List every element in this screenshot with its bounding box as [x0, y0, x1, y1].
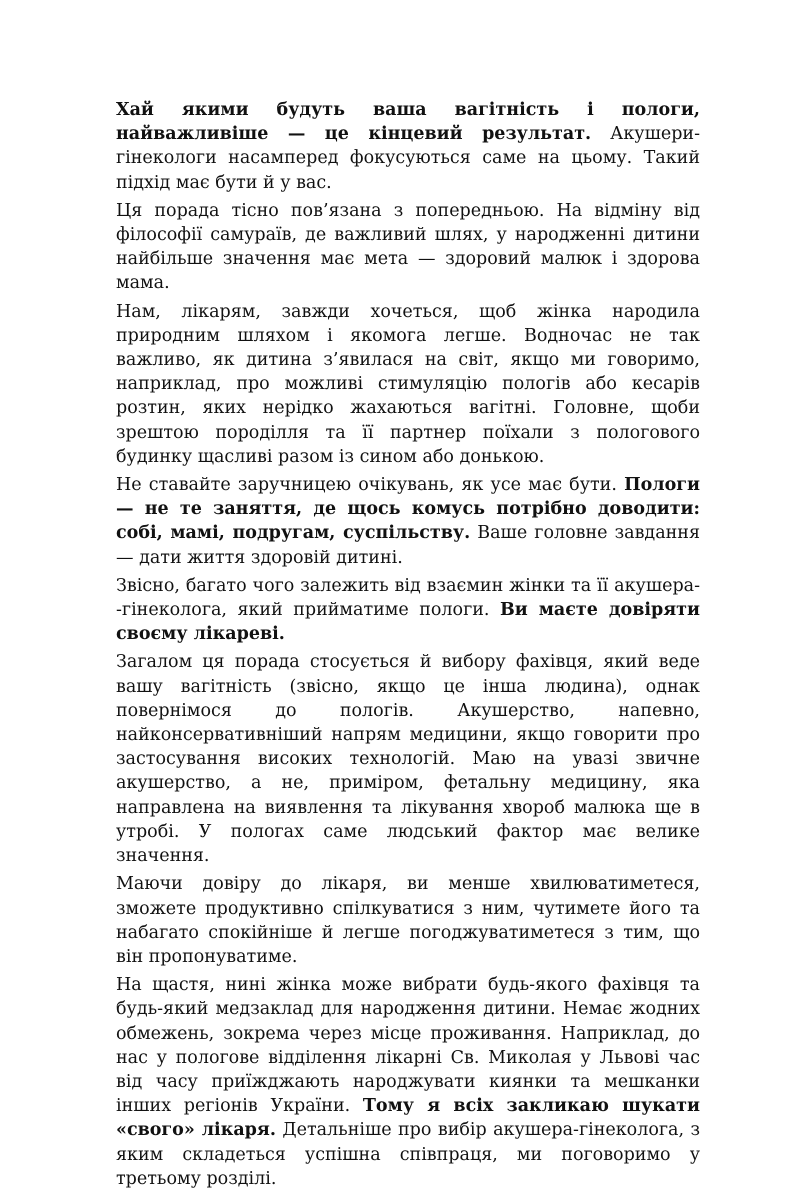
- paragraph-7-text: Маючи довіру до лікаря, ви менше хвилюватиметеся, зможете продуктивно спілкуватися з ним, чутимете його та набагато спокійніше й легше погоджуватиметеся з тим, що він пропонуватиме.: [116, 874, 700, 967]
- paragraph-6: [116, 650, 700, 868]
- paragraph-4-bold: Пологи — не те заняття, де щось комусь потрібно доводити: собі, мамі, подругам, суспільству.: [116, 475, 700, 544]
- paragraph-1-bold-lead: Хай якими будуть ваша вагітність і пологи, найважливіше — це кінцевий результат.: [116, 100, 700, 145]
- paragraph-2: [116, 199, 700, 296]
- paragraph-7: [116, 872, 700, 969]
- paragraph-3: [116, 300, 700, 469]
- paragraph-5-text: Звісно, багато чого залежить від взаємин жінки та її акушера--гінеколога, який прийматиме пологи.: [116, 575, 700, 621]
- paragraph-1-text: Акушери-гінекологи насамперед фокусуються саме на цьому. Такий підхід має бути й у вас.: [116, 124, 700, 193]
- paragraph-5: [116, 574, 700, 647]
- paragraph-1: [116, 98, 700, 195]
- paragraph-5-bold: Ви маєте довіряти своєму лікареві.: [116, 600, 700, 645]
- paragraph-4-text-start: Не ставайте заручницею очікувань, як усе має бути.: [116, 475, 625, 496]
- paragraph-4: [116, 473, 700, 570]
- book-page-text: [116, 98, 700, 1195]
- paragraph-6-text: Загалом ця порада стосується й вибору фахівця, який веде вашу вагітність (звісно, якщо це інша людина), однак повернімося до пологів. Акушерство, напевно, найконсервативніший напрям медицини, якщо говорити про застосування високих технологій. Маю на увазі звичне акушерство, а не, приміром, фетальну медицину, яка направлена на виявлення та лікування хвороб малюка ще в утробі. У пологах саме людський фактор має велике значення.: [116, 652, 700, 867]
- paragraph-4-text-end: Ваше головне завдання — дати життя здоровій дитині.: [116, 523, 700, 568]
- paragraph-8-text-start: На щастя, нині жінка може вибрати будь-якого фахівця та будь-який медзаклад для народження дитини. Немає жодних обмежень, зокрема через місце проживання. Наприклад, до нас у пологове відділення лікарні Св. Миколая у Львові час від часу приїжджають народжувати киянки та мешканки інших регіонів України.: [116, 975, 700, 1117]
- paragraph-8-bold: Тому я всіх закликаю шукати «свого» лікаря.: [116, 1096, 700, 1141]
- paragraph-8-text-end: Детальніше про вибір акушера-гінеколога, з яким складеться успішна співпраця, ми поговоримо у третьому розділі.: [116, 1120, 700, 1189]
- paragraph-8: [116, 973, 700, 1191]
- paragraph-2-text: Ця порада тісно пов’язана з попередньою. На відміну від філософії самураїв, де важливий шлях, у народженні дитини найбільше значення має мета — здоровий малюк і здорова мама.: [116, 200, 700, 294]
- paragraph-3-text: Нам, лікарям, завжди хочеться, щоб жінка народила природним шляхом і якомога легше. Водночас не так важливо, як дитина з’явилася на світ, якщо ми говоримо, наприклад, про можливі стимуляцію пологів або кесарів розтин, яких нерідко жахаються вагітні. Головне, щоби зрештою породілля та її партнер поїхали з пологового будинку щасливі разом із сином або донькою.: [116, 301, 700, 467]
